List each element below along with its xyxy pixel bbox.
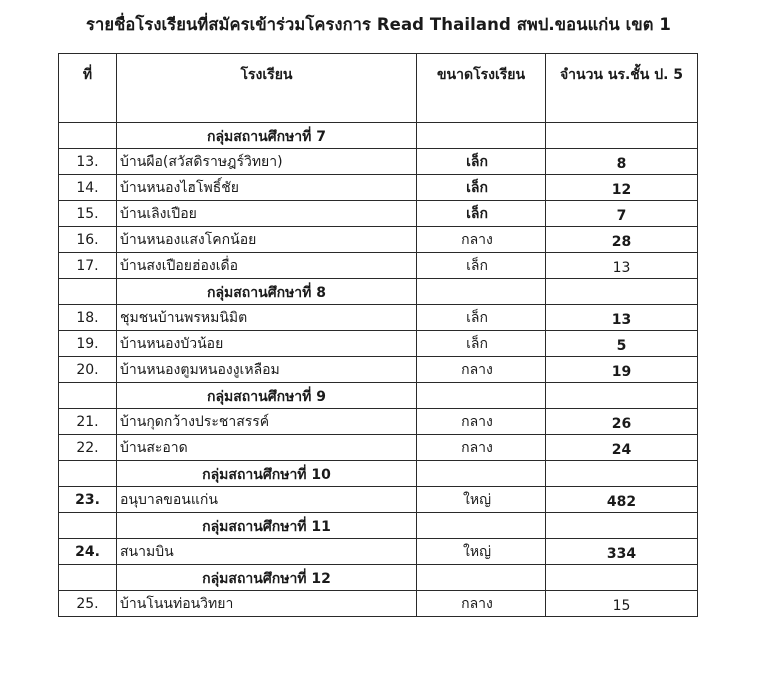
school-name: บ้านสะอาด bbox=[117, 435, 417, 461]
school-name: บ้านหนองบัวน้อย bbox=[117, 331, 417, 357]
row-number: 24. bbox=[59, 539, 117, 565]
school-size: ใหญ่ bbox=[417, 487, 546, 513]
row-number: 22. bbox=[59, 435, 117, 461]
group-cell-empty bbox=[546, 279, 698, 305]
group-cell-empty bbox=[417, 461, 546, 487]
school-size: กลาง bbox=[417, 227, 546, 253]
row-number: 20. bbox=[59, 357, 117, 383]
group-row bbox=[59, 279, 698, 305]
table-row bbox=[59, 591, 698, 617]
group-cell-empty bbox=[546, 383, 698, 409]
school-name: บ้านผือ(สวัสดิราษฎร์วิทยา) bbox=[117, 149, 417, 175]
table-row bbox=[59, 331, 698, 357]
group-cell-empty bbox=[546, 123, 698, 149]
table-header-row bbox=[59, 54, 698, 123]
group-label: กลุ่มสถานศึกษาที่ 9 bbox=[117, 383, 417, 409]
document-title: รายชื่อโรงเรียนที่สมัครเข้าร่วมโครงการ Read Thailand สพป.ขอนแก่น เขต 1 bbox=[86, 15, 671, 34]
group-label: กลุ่มสถานศึกษาที่ 12 bbox=[117, 565, 417, 591]
row-number: 19. bbox=[59, 331, 117, 357]
school-size: เล็ก bbox=[417, 253, 546, 279]
school-name: บ้านหนองแสงโคกน้อย bbox=[117, 227, 417, 253]
group-cell-empty bbox=[59, 513, 117, 539]
group-row bbox=[59, 461, 698, 487]
student-count: 24 bbox=[546, 435, 698, 461]
school-size: เล็ก bbox=[417, 175, 546, 201]
student-count: 26 bbox=[546, 409, 698, 435]
table-row bbox=[59, 409, 698, 435]
row-number: 21. bbox=[59, 409, 117, 435]
school-size: กลาง bbox=[417, 435, 546, 461]
school-size: กลาง bbox=[417, 357, 546, 383]
table-row bbox=[59, 175, 698, 201]
group-cell-empty bbox=[546, 513, 698, 539]
table-row bbox=[59, 253, 698, 279]
table-row bbox=[59, 227, 698, 253]
student-count: 8 bbox=[546, 149, 698, 175]
student-count: 12 bbox=[546, 175, 698, 201]
group-cell-empty bbox=[417, 279, 546, 305]
header-number: ที่ bbox=[59, 54, 117, 123]
school-name: อนุบาลขอนแก่น bbox=[117, 487, 417, 513]
group-label: กลุ่มสถานศึกษาที่ 8 bbox=[117, 279, 417, 305]
table-row bbox=[59, 201, 698, 227]
school-size: เล็ก bbox=[417, 201, 546, 227]
school-name: บ้านสงเปือยฮ่องเดื่อ bbox=[117, 253, 417, 279]
school-name: ชุมชนบ้านพรหมนิมิต bbox=[117, 305, 417, 331]
group-cell-empty bbox=[59, 565, 117, 591]
student-count: 28 bbox=[546, 227, 698, 253]
group-label: กลุ่มสถานศึกษาที่ 11 bbox=[117, 513, 417, 539]
group-cell-empty bbox=[59, 383, 117, 409]
school-name: สนามบิน bbox=[117, 539, 417, 565]
school-name: บ้านกุดกว้างประชาสรรค์ bbox=[117, 409, 417, 435]
schools-table bbox=[58, 53, 698, 617]
group-cell-empty bbox=[546, 565, 698, 591]
school-size: กลาง bbox=[417, 409, 546, 435]
table-row bbox=[59, 539, 698, 565]
student-count: 7 bbox=[546, 201, 698, 227]
row-number: 14. bbox=[59, 175, 117, 201]
student-count: 5 bbox=[546, 331, 698, 357]
school-size: เล็ก bbox=[417, 149, 546, 175]
group-cell-empty bbox=[59, 279, 117, 305]
student-count: 15 bbox=[546, 591, 698, 617]
student-count: 13 bbox=[546, 305, 698, 331]
row-number: 15. bbox=[59, 201, 117, 227]
group-row bbox=[59, 123, 698, 149]
row-number: 23. bbox=[59, 487, 117, 513]
school-size: เล็ก bbox=[417, 331, 546, 357]
student-count: 19 bbox=[546, 357, 698, 383]
school-size: ใหญ่ bbox=[417, 539, 546, 565]
group-row bbox=[59, 383, 698, 409]
group-label: กลุ่มสถานศึกษาที่ 10 bbox=[117, 461, 417, 487]
group-label: กลุ่มสถานศึกษาที่ 7 bbox=[117, 123, 417, 149]
row-number: 16. bbox=[59, 227, 117, 253]
table-row bbox=[59, 305, 698, 331]
school-size: กลาง bbox=[417, 591, 546, 617]
group-cell-empty bbox=[59, 123, 117, 149]
student-count: 334 bbox=[546, 539, 698, 565]
school-name: บ้านโนนท่อนวิทยา bbox=[117, 591, 417, 617]
header-students: จำนวน นร.ชั้น ป. 5 bbox=[546, 54, 698, 123]
table-row bbox=[59, 357, 698, 383]
school-size: เล็ก bbox=[417, 305, 546, 331]
group-row bbox=[59, 565, 698, 591]
row-number: 18. bbox=[59, 305, 117, 331]
group-cell-empty bbox=[417, 513, 546, 539]
group-cell-empty bbox=[417, 565, 546, 591]
group-cell-empty bbox=[546, 461, 698, 487]
table-row bbox=[59, 487, 698, 513]
group-cell-empty bbox=[417, 383, 546, 409]
table-row bbox=[59, 149, 698, 175]
group-cell-empty bbox=[59, 461, 117, 487]
row-number: 17. bbox=[59, 253, 117, 279]
group-cell-empty bbox=[417, 123, 546, 149]
group-row bbox=[59, 513, 698, 539]
school-name: บ้านหนองตูมหนองงูเหลือม bbox=[117, 357, 417, 383]
table-row bbox=[59, 435, 698, 461]
school-name: บ้านเลิงเปือย bbox=[117, 201, 417, 227]
header-school: โรงเรียน bbox=[117, 54, 417, 123]
student-count: 482 bbox=[546, 487, 698, 513]
row-number: 13. bbox=[59, 149, 117, 175]
school-name: บ้านหนองไฮโพธิ์ชัย bbox=[117, 175, 417, 201]
row-number: 25. bbox=[59, 591, 117, 617]
header-size: ขนาดโรงเรียน bbox=[417, 54, 546, 123]
student-count: 13 bbox=[546, 253, 698, 279]
